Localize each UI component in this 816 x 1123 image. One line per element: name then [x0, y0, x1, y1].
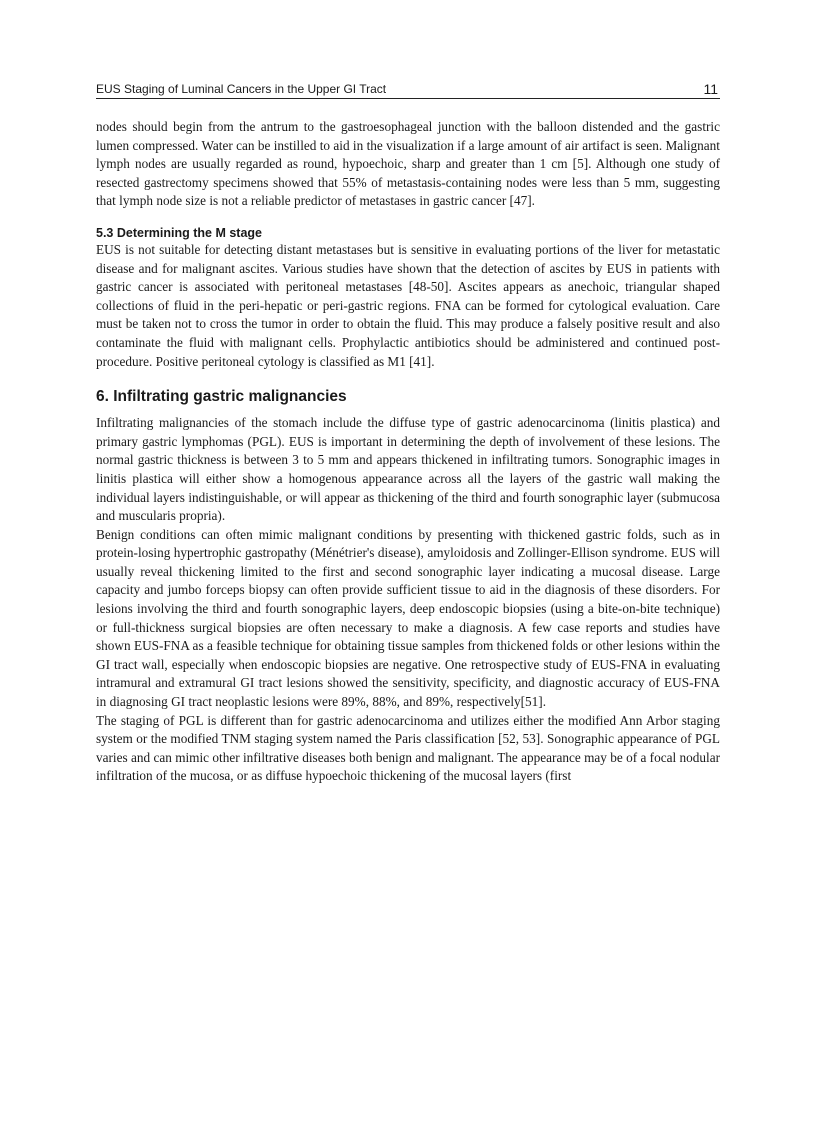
- page-header: [96, 78, 720, 99]
- paragraph-benign-conditions: Benign conditions can often mimic malignant conditions by presenting with thickened gastric folds, such as in protein-losing hypertrophic gastropathy (Ménétrier's disease), amyloidosis and Zollinger-Ellison syndrome. EUS will usually reveal thickening limited to the first and second sonographic layer indicating a mucosal disease. Large capacity and jumbo forceps biopsy can often provide sufficient tissue to aid in the diagnosis of these disorders. For lesions involving the third and fourth sonographic layers, deep endoscopic biopsies (using a bite-on-bite technique) or full-thickness surgical biopsies are often necessary to make a diagnosis. A few case reports and studies have shown EUS-FNA as a feasible technique for obtaining tissue samples from thickened folds or other lesions within the GI tract wall, especially when endoscopic biopsies are negative. One retrospective study of EUS-FNA in evaluating intramural and extramural GI tract lesions showed the sensitivity, specificity, and diagnostic accuracy of EUS-FNA in diagnosing GI tract neoplastic lesions were 89%, 88%, and 89%, respectively[51].: [96, 526, 720, 710]
- paragraph-pgl-staging: The staging of PGL is different than for gastric adenocarcinoma and utilizes either the modified Ann Arbor staging system or the modified TNM staging system named the Paris classification [52, 53]. Sonographic appearance of PGL varies and can mimic other infiltrative diseases both benign and malignant. The appearance may be of a focal nodular infiltration of the mucosa, or as diffuse hypoechoic thickening of the mucosal layers (first: [96, 712, 720, 784]
- running-title: EUS Staging of Luminal Cancers in the Upper GI Tract: [96, 82, 387, 96]
- section-heading-m-stage: 5.3 Determining the M stage: [96, 225, 263, 240]
- paragraph-lymph-nodes: nodes should begin from the antrum to the gastroesophageal junction with the balloon distended and the gastric lumen compressed. Water can be instilled to aid in the visualization if a large amount of air artifact is seen. Malignant lymph nodes are usually regarded as round, hypoechoic, sharp and greater than 1 cm [5]. Although one study of resected gastrectomy specimens showed that 55% of metastasis-containing nodes were less than 5 mm, suggesting that lymph node size is not a reliable predictor of metastases in gastric cancer [47].: [96, 119, 720, 209]
- body-text: [96, 118, 720, 786]
- paragraph-m-stage: EUS is not suitable for detecting distant metastases but is sensitive in evaluating portions of the liver for metastatic disease and for malignant ascites. Various studies have shown that the detection of ascites by EUS in patients with gastric cancer is associated with peritoneal metastases [48-50]. Ascites appears as anechoic, triangular shaped collections of fluid in the peri-hepatic or peri-gastric regions. FNA can be formed for cytological evaluation. Care must be taken not to cross the tumor in order to obtain the fluid. This may produce a falsely positive result and also contaminate the fluid with malignant cells. Prophylactic antibiotics should be administered and continued post-procedure. Positive peritoneal cytology is classified as M1 [41].: [96, 241, 720, 369]
- page-number: 11: [703, 81, 718, 97]
- page: [96, 78, 720, 786]
- paragraph-infiltrating-intro: Infiltrating malignancies of the stomach include the diffuse type of gastric adenocarcinoma (linitis plastica) and primary gastric lymphomas (PGL). EUS is important in determining the depth of involvement of these lesions. The normal gastric thickness is between 3 to 5 mm and appears thickened in infiltrating tumors. Sonographic images in linitis plastica will either show a homogenous appearance across all the layers of the gastric wall making the individual layers indistinguishable, or will appear as thickening of the third and fourth sonographic layer (submucosa and muscularis propria).: [96, 415, 720, 524]
- section-heading-infiltrating: 6. Infiltrating gastric malignancies: [96, 388, 347, 406]
